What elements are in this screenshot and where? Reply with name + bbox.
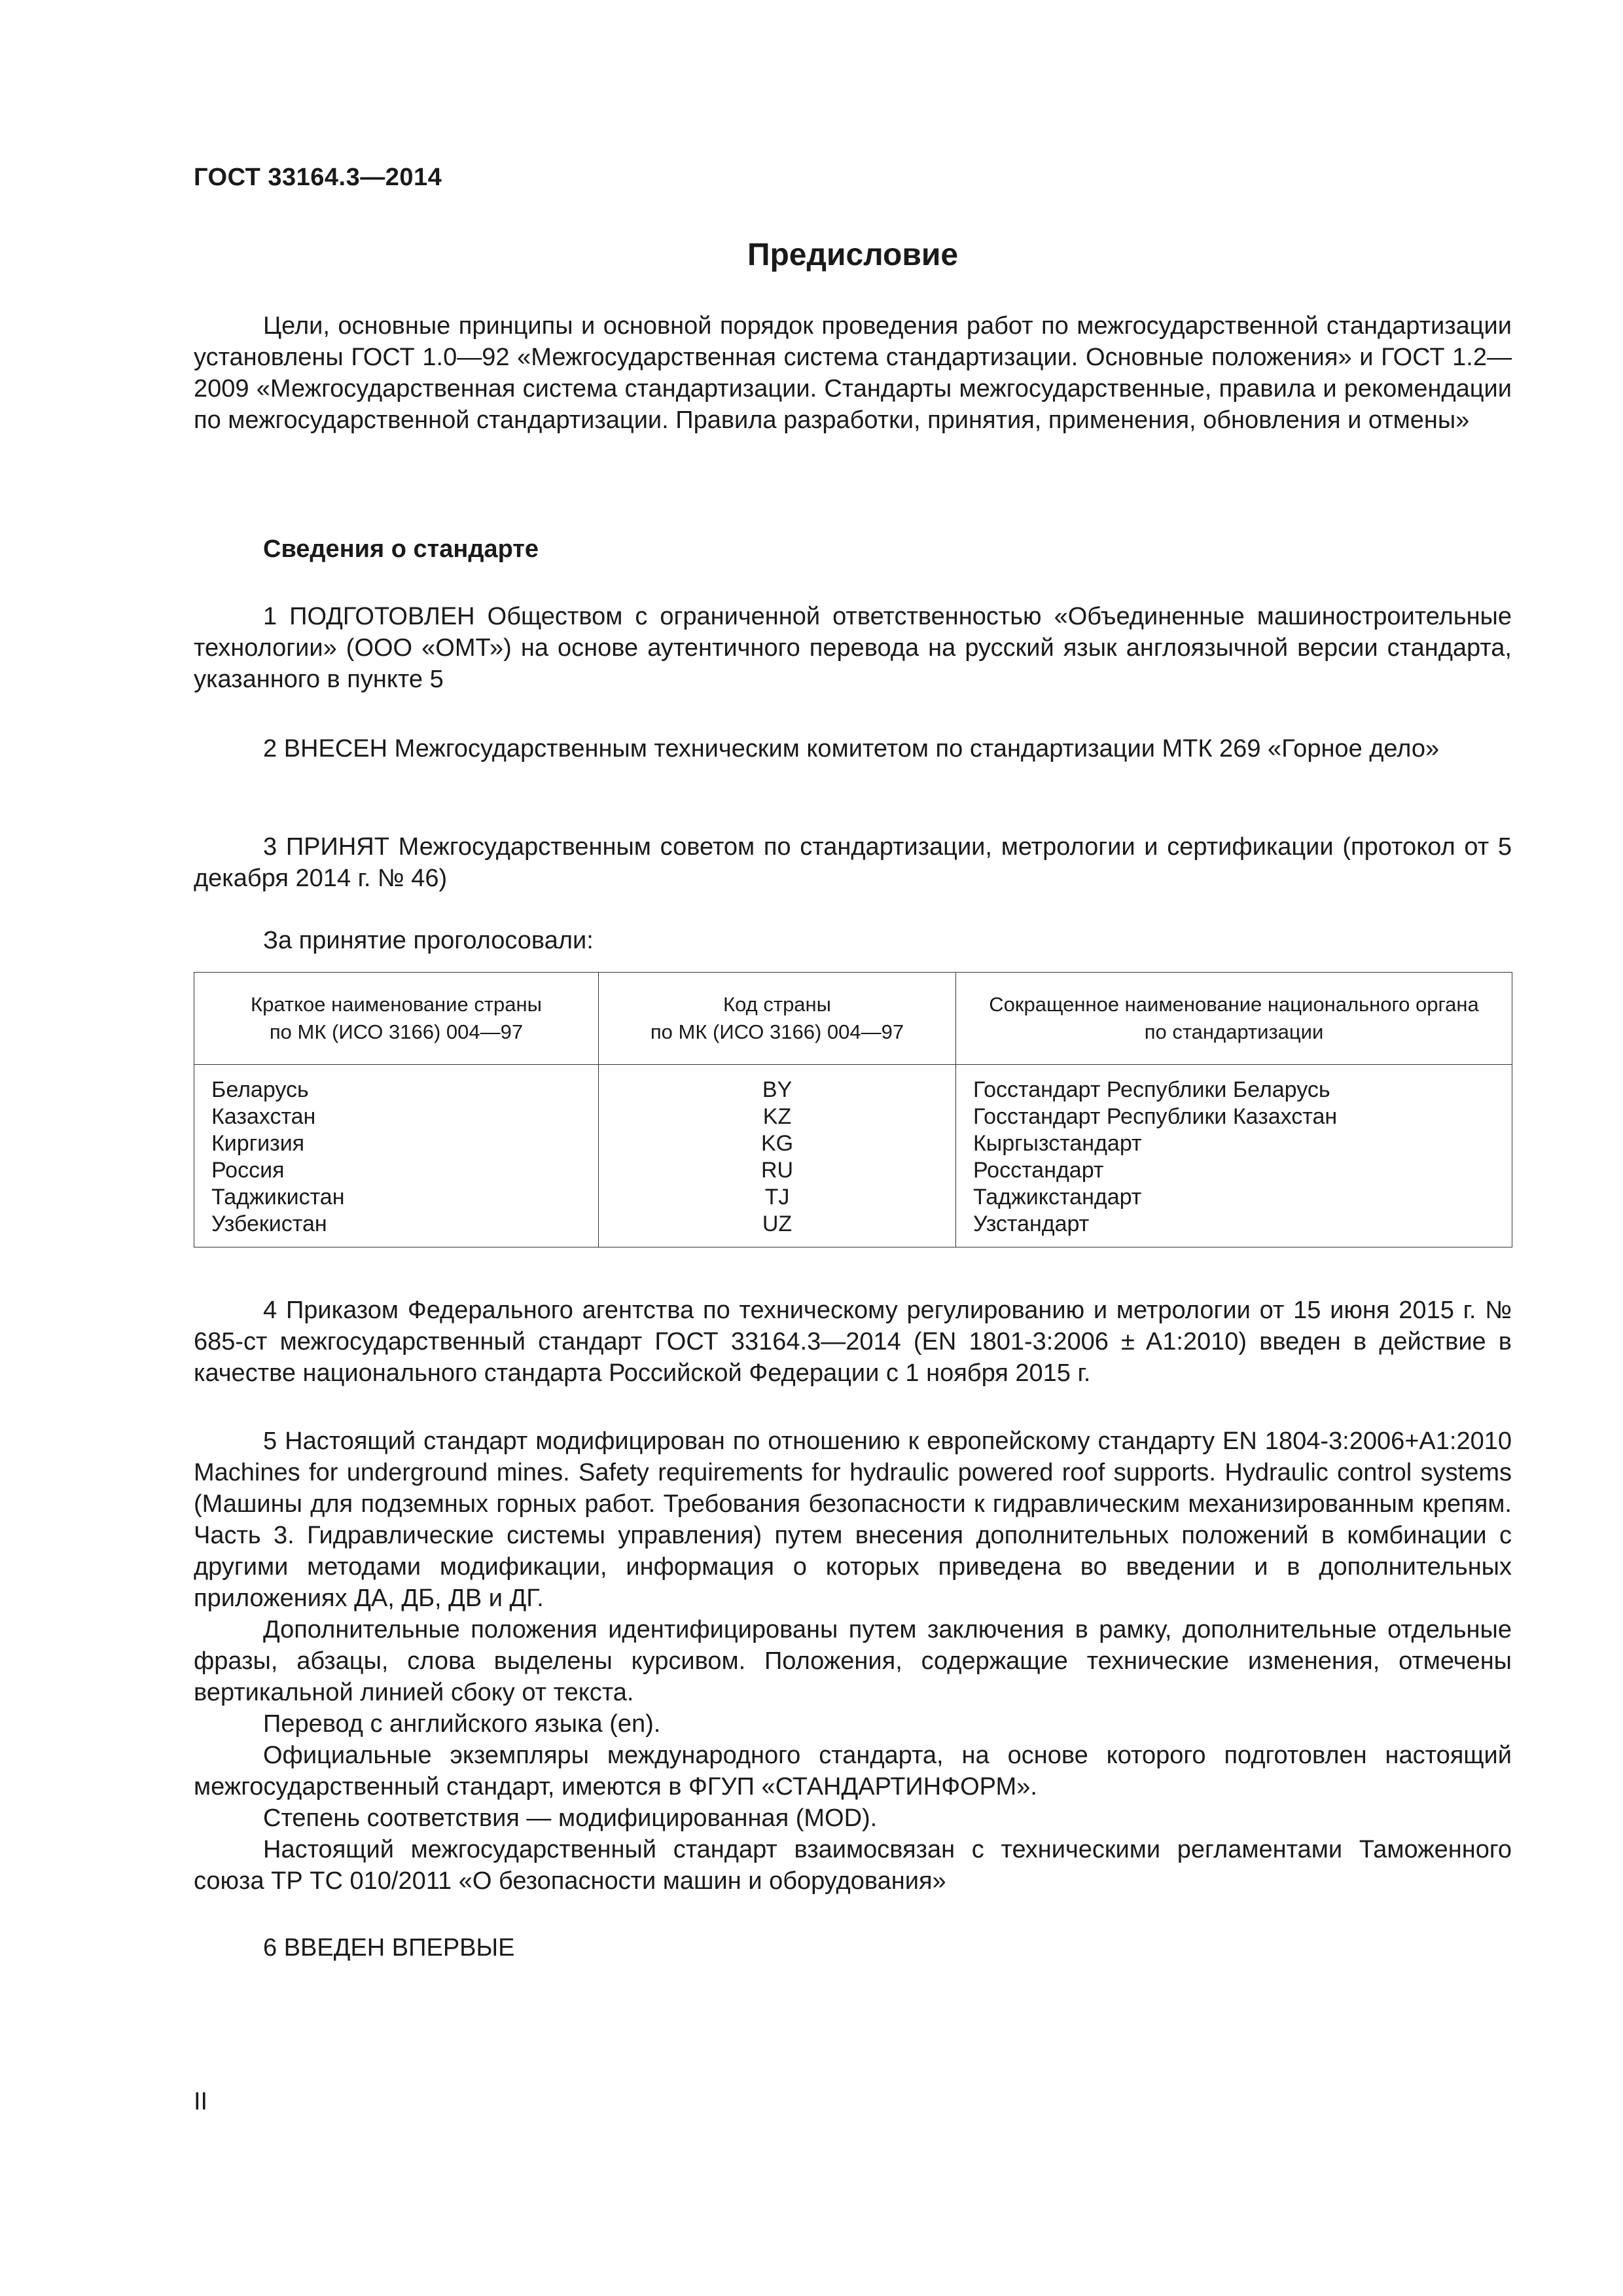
document-page — [194, 0, 1512, 2296]
vote-intro: За принятие проголосовали: — [263, 927, 594, 954]
item-5-customs-union: Настоящий межгосударственный стандарт взаимосвязан с техническими регламентами Таможенного союза ТР ТС 010/2011 «О безопасности машин и оборудования» — [194, 1836, 1512, 1895]
country-name: Беларусь — [211, 1077, 309, 1102]
country-name: Россия — [211, 1158, 285, 1183]
item-2-submitted: 2 ВНЕСЕН Межгосударственным техническим комитетом по стандартизации МТК 269 «Горное дело» — [263, 735, 1440, 762]
item-3-adopted: 3 ПРИНЯТ Межгосударственным советом по стандартизации, метрологии и сертификации (протокол от 5 декабря 2014 г. № 46) — [194, 833, 1512, 892]
item-5-official-copies: Официальные экземпляры международного стандарта, на основе которого подготовлен настоящий межгосударственный стандарт, имеются в ФГУП «СТАНДАРТИНФОРМ». — [194, 1742, 1512, 1801]
page-number: II — [194, 2088, 208, 2115]
country-name: Таджикистан — [211, 1185, 345, 1210]
national-body-name: Таджикстандарт — [973, 1185, 1142, 1210]
column-header-national-body: Сокращенное наименование национального органа по стандартизации — [956, 973, 1512, 1065]
national-body-name: Госстандарт Республики Беларусь — [973, 1077, 1330, 1102]
document-code-header: ГОСТ 33164.3—2014 — [194, 164, 442, 191]
country-code: TJ — [764, 1185, 790, 1210]
national-body-name: Росстандарт — [973, 1158, 1104, 1183]
section-heading: Сведения о стандарте — [263, 535, 539, 563]
country-name: Киргизия — [211, 1131, 305, 1156]
preface-paragraph: Цели, основные принципы и основной порядок проведения работ по межгосударственной стандартизации установлены ГОСТ 1.0—92 «Межгосударственная система стандартизации. Основные положения» и ГОСТ 1.2—2009 «Межгосударственная система стандартизации. Стандарты межгосударственные, правила и рекомендации по межгосударственной стандартизации. Правила разработки, принятия, применения, обновления и отмены» — [194, 312, 1512, 434]
country-code: BY — [762, 1077, 793, 1102]
national-body-name: Узстандарт — [973, 1211, 1090, 1236]
column-header-code: Код страны по МК (ИСО 3166) 004—97 — [599, 973, 956, 1065]
item-5-modification: 5 Настоящий стандарт модифицирован по отношению к европейскому стандарту EN 1804-3:2006+A1:2010 Machines for underground mines. Safety requirements for hydraulic powered roof supports. Hydraulic control systems (Машины для подземных горных работ. Требования безопасности к гидравлическим механизированным крепям. Часть 3. Гидравлические системы управления) путем внесения дополнительных положений в комбинации с другими методами модификации, информация о которых приведена во введении и в дополнительных приложениях ДА, ДБ, ДВ и ДГ. — [194, 1427, 1512, 1612]
item-4-order: 4 Приказом Федерального агентства по техническому регулированию и метрологии от 15 июня 2015 г. № 685-ст межгосударственный стандарт ГОСТ 33164.3—2014 (EN 1801-3:2006 ± A1:2010) введен в действие в качестве национального стандарта Российской Федерации с 1 ноября 2015 г. — [194, 1297, 1512, 1387]
page-title: Предисловие — [747, 238, 959, 272]
country-code: KZ — [762, 1104, 792, 1129]
item-5-additional-provisions: Дополнительные положения идентифицированы путем заключения в рамку, дополнительные отдельные фразы, абзацы, слова выделены курсивом. Положения, содержащие технические изменения, отмечены вертикальной линией сбоку от текста. — [194, 1616, 1512, 1706]
national-body-name: Кыргызстандарт — [973, 1131, 1142, 1156]
item-5-translation: Перевод с английского языка (en). — [263, 1710, 661, 1738]
item-6-introduced: 6 ВВЕДЕН ВПЕРВЫЕ — [263, 1934, 515, 1962]
country-names-cell — [194, 1065, 599, 1247]
item-5-degree-of-conformity: Степень соответствия — модифицированная (MOD). — [263, 1804, 878, 1832]
country-code: KG — [760, 1131, 794, 1156]
national-bodies-cell — [956, 1065, 1512, 1247]
national-body-name: Госстандарт Республики Казахстан — [973, 1104, 1338, 1129]
country-code: RU — [760, 1158, 794, 1183]
table-header-row — [194, 973, 1512, 1065]
column-header-country: Краткое наименование страны по МК (ИСО 3166) 004—97 — [194, 973, 599, 1065]
table-row — [194, 1065, 1512, 1247]
country-codes-cell — [599, 1065, 956, 1247]
country-code: UZ — [762, 1211, 793, 1236]
country-name: Узбекистан — [211, 1211, 327, 1236]
item-1-prepared: 1 ПОДГОТОВЛЕН Обществом с ограниченной ответственностью «Объединенные машиностроительные технологии» (ООО «ОМТ») на основе аутентичного перевода на русский язык англоязычной версии стандарта, указанного в пункте 5 — [194, 603, 1512, 693]
voting-countries-table — [194, 972, 1512, 1247]
country-name: Казахстан — [211, 1104, 316, 1129]
